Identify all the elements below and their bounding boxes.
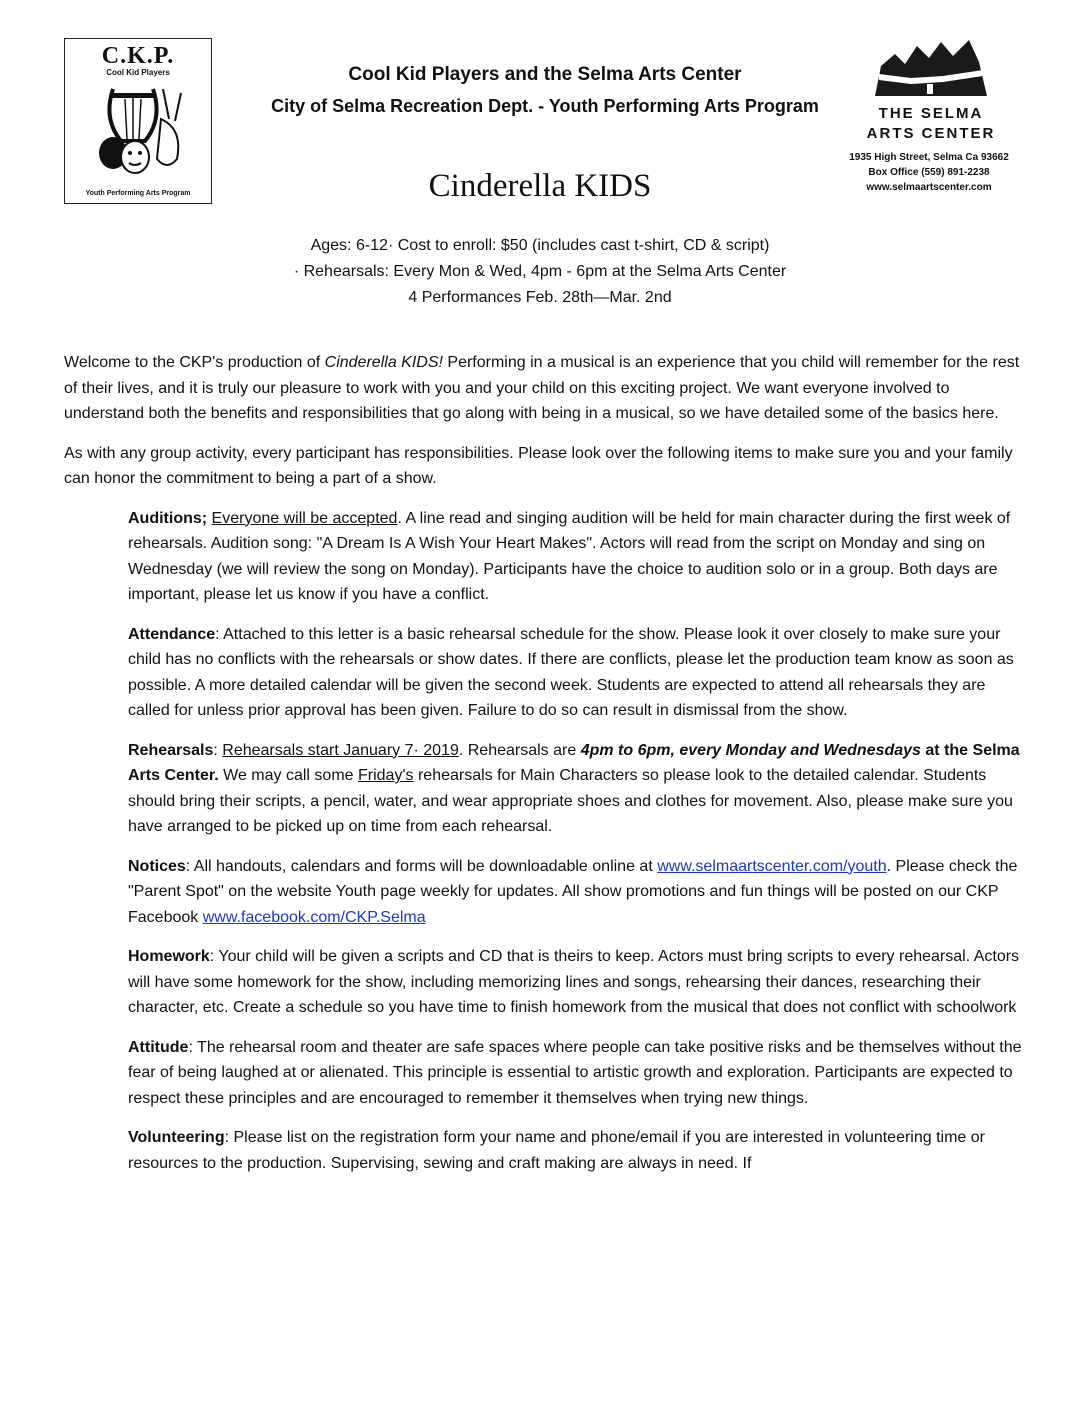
sac-name-line-2: ARTS CENTER xyxy=(866,125,996,142)
program-info xyxy=(230,233,850,311)
rehearsals-text-a: We may call some xyxy=(218,767,358,784)
header-line-2: City of Selma Recreation Dept. - Youth Performing Arts Program xyxy=(271,96,819,116)
attitude-label: Attitude xyxy=(128,1038,189,1056)
sac-address: 1935 High Street, Selma Ca 93662 xyxy=(849,152,1009,163)
selma-arts-center-logo xyxy=(856,36,1006,143)
section-attitude xyxy=(128,1035,1024,1112)
sac-contact-info xyxy=(834,150,1024,195)
show-name: Cinderella KIDS! xyxy=(324,354,443,371)
responsibilities-paragraph: As with any group activity, every participant has responsibilities. Please look over the following items to make sure you and your family can honor the commitment to being a part of a show. xyxy=(64,444,1013,487)
info-rehearsals: · Rehearsals: Every Mon & Wed, 4pm - 6pm at the Selma Arts Center xyxy=(293,263,787,280)
rehearsals-label: Rehearsals xyxy=(128,741,214,759)
sac-box-office: Box Office (559) 891-2238 xyxy=(868,167,990,178)
section-rehearsals xyxy=(128,738,1024,840)
intro-paragraph xyxy=(64,350,1024,427)
ckp-logo-footer: Youth Performing Arts Program xyxy=(85,190,191,197)
auditions-label: Auditions; xyxy=(128,509,208,527)
section-auditions xyxy=(128,506,1024,608)
notices-text-b: . Please check the "Parent Spot" on the website Youth page weekly for updates. All show promotions and fun things will be posted on our CKP Facebook xyxy=(128,857,1018,926)
rehearsals-start: Rehearsals start January 7· 2019 xyxy=(222,741,459,759)
rehearsals-fridays: Friday's xyxy=(358,767,414,784)
ckp-logo-arc-text: Cool Kid Players xyxy=(106,68,170,77)
rehearsals-time: 4pm to 6pm, every Monday and Wednesdays xyxy=(580,741,921,759)
auditions-text: . A line read and singing audition will be held for main character during the first week of rehearsals. Audition song: "A Dream Is A Wish Your Heart Makes". Actors will read from the script on Monday and sing on Wednesday (we will review the song on Monday). Participants have the choice to audition solo or in a group. Both days are important, please let us know if you have a conflict. xyxy=(128,509,1011,603)
header-line-1: Cool Kid Players and the Selma Arts Center xyxy=(348,64,742,85)
intro-text-a: Welcome to the CKP's production of xyxy=(64,354,325,371)
letter-body xyxy=(64,350,1024,1190)
rehearsals-location: at the Selma Arts Center. xyxy=(128,741,1020,784)
info-ages-cost: Ages: 6-12· Cost to enroll: $50 (includes cast t-shirt, CD & script) xyxy=(310,237,770,254)
section-homework xyxy=(128,944,1024,1021)
auditions-underlined: Everyone will be accepted xyxy=(211,509,398,527)
intro-text-b: Performing in a musical is an experience that you child will remember for the rest of their lives, and it is truly our pleasure to work with you and your child on this exciting project. We want everyone involved to understand both the benefits and responsibilities that go along with being in a musical, so we have detailed some of the basics here. xyxy=(64,354,1020,422)
sac-website: www.selmaartscenter.com xyxy=(866,182,992,193)
attitude-text: : The rehearsal room and theater are safe spaces where people can take positive risks and be themselves without the fear of being laughed at or alienated. This principle is essential to artistic growth and exploration. Participants are expected to respect these principles and are encouraged to remember it themselves when trying new things. xyxy=(128,1038,1022,1107)
volunteering-text: : Please list on the registration form your name and phone/email if you are interested in volunteering time or resources to the production. Supervising, sewing and craft making are always in need. If xyxy=(128,1129,985,1172)
lyre-masks-icon xyxy=(83,79,193,179)
youth-page-link[interactable]: www.selmaartscenter.com/youth xyxy=(657,857,887,875)
attendance-label: Attendance xyxy=(128,625,216,643)
info-performances: 4 Performances Feb. 28th—Mar. 2nd xyxy=(408,289,672,306)
building-icon xyxy=(871,36,991,98)
volunteering-label: Volunteering xyxy=(128,1129,225,1146)
notices-label: Notices xyxy=(128,857,186,875)
rehearsals-sep: : xyxy=(213,741,223,759)
section-attendance xyxy=(128,622,1024,724)
rehearsals-mid: . Rehearsals are xyxy=(458,741,581,759)
homework-text: : Your child will be given a scripts and CD that is theirs to keep. Actors must bring scripts to every rehearsal. Actors will have some homework for the show, including memorizing lines and songs, rehearsing their dances, researching their character, etc. Create a schedule so you have time to finish homework from the musical that does not conflict with schoolwork xyxy=(128,948,1020,1016)
section-volunteering xyxy=(128,1125,1024,1176)
attendance-text: : Attached to this letter is a basic rehearsal schedule for the show. Please look it over closely to make sure your child has no conflicts with the rehearsals or show dates. If there are conflicts, please let the production team know as soon as possible. A more detailed calendar will be given the second week. Students are expected to attend all rehearsals they are called for unless prior approval has been given. Failure to do so can result in dismissal from the show. xyxy=(128,625,1014,719)
ckp-logo-letters: C.K.P. xyxy=(101,43,175,69)
ckp-logo xyxy=(64,38,212,204)
facebook-link[interactable]: www.facebook.com/CKP.Selma xyxy=(202,908,426,926)
page-title: Cinderella KIDS xyxy=(428,168,652,204)
notices-text-a: : All handouts, calendars and forms will be downloadable online at xyxy=(185,857,658,875)
sac-name-line-1: THE SELMA xyxy=(878,105,984,122)
rehearsals-text-b: rehearsals for Main Characters so please look to the detailed calendar. Students should bring their scripts, a pencil, water, and wear appropriate shoes and clothes for movement. Also, please make sure you have arranged to be picked up on time from each rehearsal. xyxy=(128,767,1013,835)
homework-label: Homework xyxy=(128,948,210,965)
section-notices xyxy=(128,854,1024,931)
